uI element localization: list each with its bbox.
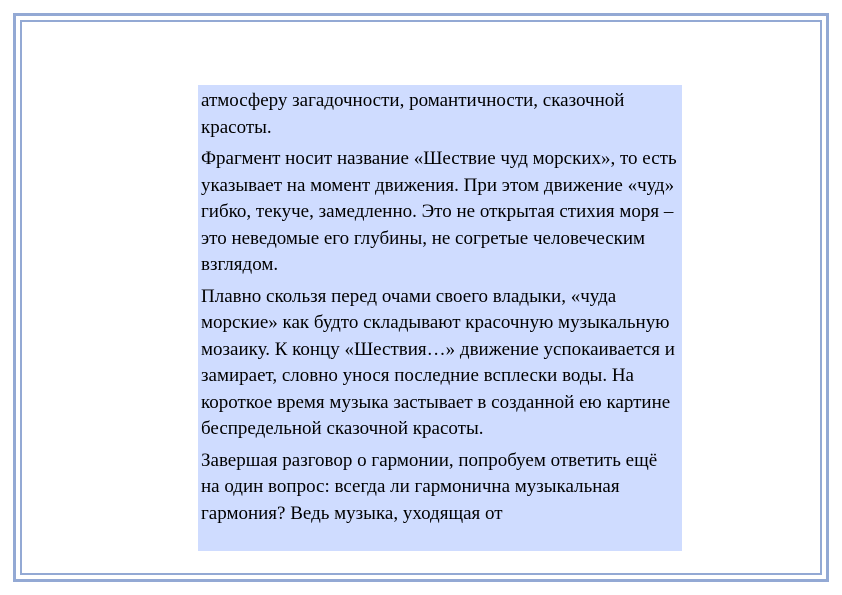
paragraph-1: атмосферу загадочности, романтичности, сказочной красоты. [201, 90, 625, 138]
paragraph-4: Завершая разговор о гармонии, попробуем ответить ещё на один вопрос: всегда ли гармонична музыкальная гармония? Ведь музыка, уходящая от [201, 449, 658, 524]
text-block [198, 85, 682, 551]
paragraph-2: Фрагмент носит название «Шествие чуд морских», то есть указывает на момент движения. При этом движение «чуд» гибко, текуче, замедленно. Это не открытая стихия моря – это неведомые его глубины, не согретые человеческим взглядом. [201, 148, 677, 275]
paragraph-3: Плавно скользя перед очами своего владыки, «чуда морские» как будто складывают красочную музыкальную мозаику. К концу «Шествия…» движение успокаивается и замирает, словно унося последние всплески воды. На короткое время музыка застывает в созданной ею картине беспредельной сказочной красоты. [201, 285, 675, 439]
